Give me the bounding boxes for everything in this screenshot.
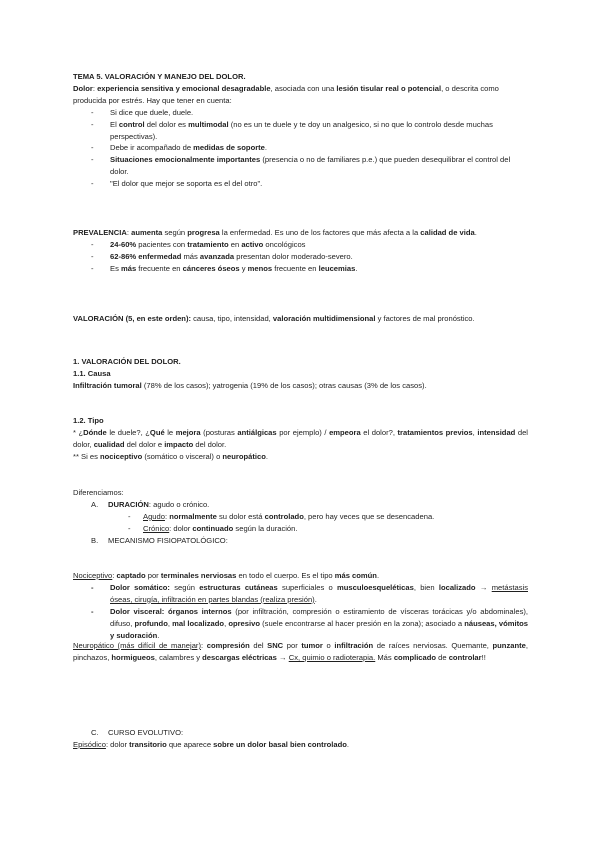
list-item: - Debe ir acompañado de medidas de soporte. [91, 143, 268, 153]
list-item: - Agudo: normalmente su dolor está controlado, pero hay veces que se desencadena. [128, 511, 435, 521]
episodico-paragraph: Episódico: dolor transitorio que aparece sobre un dolor basal bien controlado. [73, 739, 350, 749]
page-title: TEMA 5. VALORACIÓN Y MANEJO DEL DOLOR. [73, 72, 246, 81]
section-1 [73, 356, 528, 392]
list-item: C. CURSO EVOLUTIVO: [91, 728, 184, 737]
diferenciamos-block [73, 487, 528, 547]
intro-block [73, 71, 528, 190]
pain-definition: Dolor: experiencia sensitiva y emocional desagradable, asociada con una lesión tisular real o potencial, o descrita como producida por estrés. Hay que tener en cuenta: [73, 83, 499, 105]
list-item: - 62-86% enfermedad más avanzada presentan dolor moderado-severo. [91, 251, 353, 261]
subsection-heading: 1.1. Causa [73, 368, 111, 378]
tipo-block [73, 415, 528, 463]
valoracion-paragraph: VALORACIÓN (5, en este orden): causa, tipo, intensidad, valoración multidimensional y factores de mal pronóstico. [73, 314, 475, 323]
prevalence-paragraph: PREVALENCIA: aumenta según progresa la enfermedad. Es uno de los factores que más afecta a la calidad de vida. [73, 228, 477, 237]
list-item: B. MECANISMO FISIOPATOLÓGICO: [91, 535, 228, 545]
list-item: - Dolor somático: según estructuras cutáneas superficiales o musculoesqueléticas, bien localizado → metástasis óseas, cirugía, infiltración en partes blandas (realiza presión). [91, 582, 528, 604]
list-item: - 24-60% pacientes con tratamiento en activo oncológicos [91, 239, 306, 249]
list-item: - Si dice que duele, duele. [91, 107, 194, 117]
curso-block [73, 727, 528, 751]
causa-paragraph: Infiltración tumoral (78% de los casos); yatrogenia (19% de los casos); otras causas (3% de los casos). [73, 380, 427, 390]
list-item: - El control del dolor es multimodal (no es un te duele y te doy un analgesico, si no que lo controlo desde muchas perspectivas). [91, 119, 493, 141]
prevalence-block [73, 227, 528, 275]
diferenciamos-intro: Diferenciamos: [73, 488, 124, 497]
list-item: - Dolor visceral: órganos internos (por infiltración, compresión o estiramiento de vísceras torácicas y/o abdominales), difuso, profundo, mal localizado, opresivo (suele encontrarse al hacer presión en la zona); asociado a náuseas, vómitos y sudoración. [91, 606, 528, 640]
list-item: - Situaciones emocionalmente importantes (presencia o no de familiares p.e.) que pueden desequilibrar el control del dolor. [91, 155, 511, 177]
list-item: A. DURACIÓN: agudo o crónico. [91, 499, 210, 509]
section-heading: 1. VALORACIÓN DEL DOLOR. [73, 357, 181, 366]
nociceptivo-block [73, 570, 528, 641]
neuropatico-paragraph: Neuropático (más difícil de manejar): compresión del SNC por tumor o infiltración de raíces nerviosas. Quemante, punzante, pinchazos, hormigueos, calambres y descargas eléctricas → Cx, quimio o radioterapia. Más complicado de controlar!! [73, 641, 528, 662]
list-item: - Es más frecuente en cánceres óseos y menos frecuente en leucemias. [91, 263, 358, 273]
list-item: - "El dolor que mejor se soporta es el del otro". [91, 179, 263, 189]
tipo-note: ** Si es nociceptivo (somático o visceral) o neuropático. [73, 451, 268, 461]
subsection-heading: 1.2. Tipo [73, 416, 104, 425]
tipo-questions: * ¿Dónde le duele?, ¿Qué le mejora (posturas antiálgicas por ejemplo) / empeora el dolor?, tratamientos previos, intensidad del dolor, cualidad del dolor e impacto del dolor. [73, 427, 528, 449]
nociceptivo-paragraph: Nociceptivo: captado por terminales nerviosas en todo el cuerpo. Es el tipo más común. [73, 571, 380, 580]
list-item: - Crónico: dolor continuado según la duración. [128, 523, 298, 533]
